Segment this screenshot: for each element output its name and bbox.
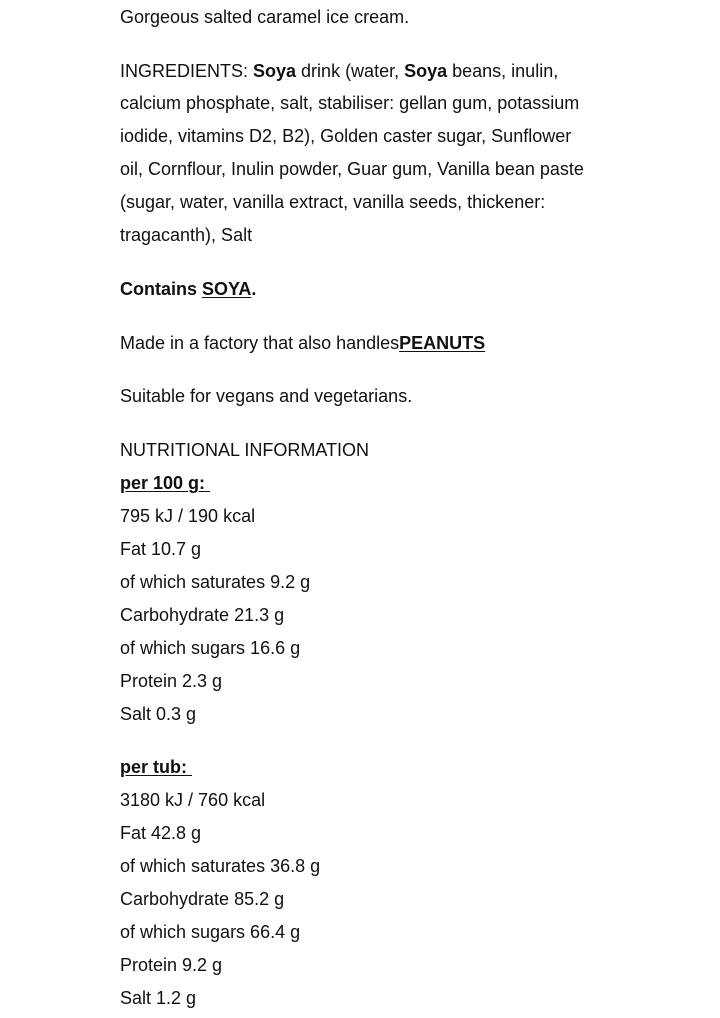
- per-tub-salt: Salt 1.2 g: [120, 988, 197, 1008]
- per-tub-heading: per tub:: [120, 757, 192, 777]
- per-100g-saturates: of which saturates 9.2 g: [120, 572, 311, 592]
- ingredients-line-5: (sugar, water, vanilla extract, vanilla seeds, thickener:: [120, 192, 546, 212]
- ingredients-line-1: [120, 60, 558, 82]
- per-100g-energy: 795 kJ / 190 kcal: [120, 506, 256, 526]
- product-description: Gorgeous salted caramel ice cream.: [120, 7, 410, 27]
- per-100g-fat: Fat 10.7 g: [120, 539, 202, 559]
- per-tub-protein: Protein 9.2 g: [120, 955, 223, 975]
- per-100g-salt: Salt 0.3 g: [120, 704, 197, 724]
- factory-statement: [120, 332, 485, 354]
- suitable-statement: Suitable for vegans and vegetarians.: [120, 386, 413, 406]
- allergen-soya: Soya: [404, 61, 448, 81]
- contains-allergen: SOYA: [202, 279, 252, 299]
- per-100g-carbohydrate: Carbohydrate 21.3 g: [120, 605, 285, 625]
- factory-prefix: Made in a factory that also handles: [120, 333, 400, 353]
- ingredients-line-6: tragacanth), Salt: [120, 225, 253, 245]
- ingredients-line-3: iodide, vitamins D2, B2), Golden caster sugar, Sunflower: [120, 126, 572, 146]
- contains-suffix: .: [251, 279, 257, 299]
- per-tub-energy: 3180 kJ / 760 kcal: [120, 790, 266, 810]
- nutrition-heading: NUTRITIONAL INFORMATION: [120, 440, 369, 460]
- ingredients-label: INGREDIENTS:: [120, 61, 254, 81]
- ingredients-line-2: calcium phosphate, salt, stabiliser: gellan gum, potassium: [120, 93, 580, 113]
- contains-statement: [120, 278, 256, 300]
- per-100g-protein: Protein 2.3 g: [120, 671, 223, 691]
- per-tub-fat: Fat 42.8 g: [120, 823, 202, 843]
- ingredients-text: drink (water,: [296, 61, 405, 81]
- per-100g-sugars: of which sugars 16.6 g: [120, 638, 301, 658]
- per-tub-sugars: of which sugars 66.4 g: [120, 922, 301, 942]
- per-tub-saturates: of which saturates 36.8 g: [120, 856, 321, 876]
- ingredients-line-4: oil, Cornflour, Inulin powder, Guar gum, Vanilla bean paste: [120, 159, 584, 179]
- per-100g-heading: per 100 g:: [120, 473, 211, 493]
- ingredients-text: beans, inulin,: [447, 61, 559, 81]
- factory-allergen: PEANUTS: [399, 333, 486, 353]
- per-tub-carbohydrate: Carbohydrate 85.2 g: [120, 889, 285, 909]
- allergen-soya: Soya: [253, 61, 297, 81]
- contains-prefix: Contains: [120, 279, 203, 299]
